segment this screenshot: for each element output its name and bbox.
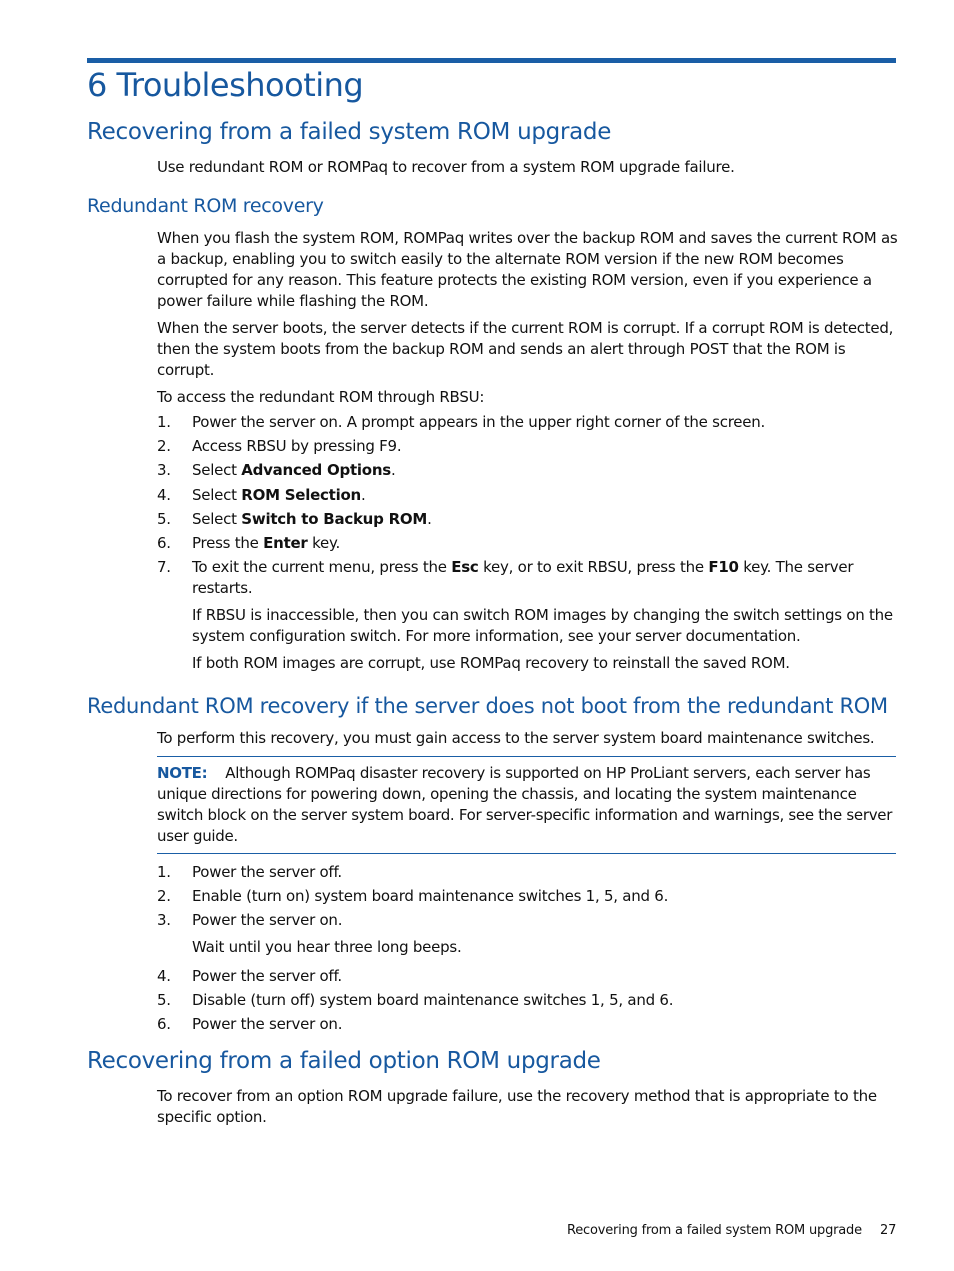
step-text: Select Switch to Backup ROM. (192, 510, 432, 528)
step-text: Select Advanced Options. (192, 461, 396, 479)
subsection-heading-no-boot: Redundant ROM recovery if the server does not boot from the redundant ROM (87, 694, 888, 718)
step-number: 1. (157, 863, 171, 881)
section-heading-option-rom: Recovering from a failed option ROM upgrade (87, 1048, 601, 1074)
step-text: Press the Enter key. (192, 534, 340, 552)
step-number: 5. (157, 510, 171, 528)
step-number: 2. (157, 887, 171, 905)
no-boot-intro: To perform this recovery, you must gain access to the server system board maintenance switches. (157, 729, 875, 747)
menu-option-name: ROM Selection (241, 486, 361, 504)
chapter-title: 6 Troubleshooting (87, 66, 364, 104)
step-text: Disable (turn off) system board maintenance switches 1, 5, and 6. (192, 991, 674, 1009)
step-number: 1. (157, 413, 171, 431)
step-number: 5. (157, 991, 171, 1009)
redundant-rom-para1: When you flash the system ROM, ROMPaq writes over the backup ROM and saves the current ROM as a backup, enabling you to switch easily to the alternate ROM version if the new ROM becomes corrupted for any reason. This feature protects the existing ROM version, even if you experience a power failure while flashing the ROM. (157, 229, 898, 310)
menu-option-name: Switch to Backup ROM (241, 510, 428, 528)
step-text: Power the server on. A prompt appears in the upper right corner of the screen. (192, 413, 766, 431)
system-rom-intro: Use redundant ROM or ROMPaq to recover from a system ROM upgrade failure. (157, 158, 735, 176)
step-text: Power the server on. (192, 911, 343, 929)
note-text (157, 763, 899, 847)
footer-section-title: Recovering from a failed system ROM upgrade (567, 1223, 862, 1238)
step-number: 6. (157, 534, 171, 552)
step-number: 6. (157, 1015, 171, 1033)
step7-note-inaccessible: If RBSU is inaccessible, then you can switch ROM images by changing the switch settings on the system configuration switch. For more information, see your server documentation. (192, 606, 893, 645)
step-number: 4. (157, 967, 171, 985)
step-number: 3. (157, 911, 171, 929)
footer-page-number: 27 (880, 1223, 897, 1238)
subsection-heading-redundant-rom: Redundant ROM recovery (87, 195, 324, 217)
note-label: NOTE: (157, 764, 208, 782)
chapter-rule (87, 58, 896, 63)
section-heading-system-rom: Recovering from a failed system ROM upgrade (87, 119, 612, 145)
menu-option-name: Advanced Options (241, 461, 391, 479)
step-text: Enable (turn on) system board maintenance switches 1, 5, and 6. (192, 887, 669, 905)
step-text: To exit the current menu, press the Esc key, or to exit RBSU, press the F10 key. The server restarts. (192, 558, 854, 597)
step7-note-corrupt: If both ROM images are corrupt, use ROMPaq recovery to reinstall the saved ROM. (192, 654, 790, 672)
step-text: Power the server off. (192, 863, 342, 881)
redundant-rom-para2: When the server boots, the server detects if the current ROM is corrupt. If a corrupt ROM is detected, then the system boots from the backup ROM and sends an alert through POST that the ROM is corrupt. (157, 319, 894, 379)
redundant-rom-para3: To access the redundant ROM through RBSU: (157, 388, 485, 406)
key-name: Esc (451, 558, 479, 576)
step-number: 3. (157, 461, 171, 479)
option-rom-intro: To recover from an option ROM upgrade failure, use the recovery method that is appropriate to the specific option. (157, 1087, 877, 1126)
step3-note-beeps: Wait until you hear three long beeps. (192, 938, 462, 956)
step-text: Select ROM Selection. (192, 486, 366, 504)
note-body: Although ROMPaq disaster recovery is supported on HP ProLiant servers, each server has unique directions for powering down, opening the chassis, and locating the system maintenance switch block on the server system board. For server-specific information and warnings, see the server user guide. (157, 764, 893, 845)
step-number: 2. (157, 437, 171, 455)
step-text: Power the server off. (192, 967, 342, 985)
step-text: Power the server on. (192, 1015, 343, 1033)
key-name: F10 (708, 558, 739, 576)
step-text: Access RBSU by pressing F9. (192, 437, 402, 455)
step-number: 7. (157, 558, 171, 576)
note-box (157, 756, 896, 854)
key-name: Enter (263, 534, 308, 552)
step-number: 4. (157, 486, 171, 504)
